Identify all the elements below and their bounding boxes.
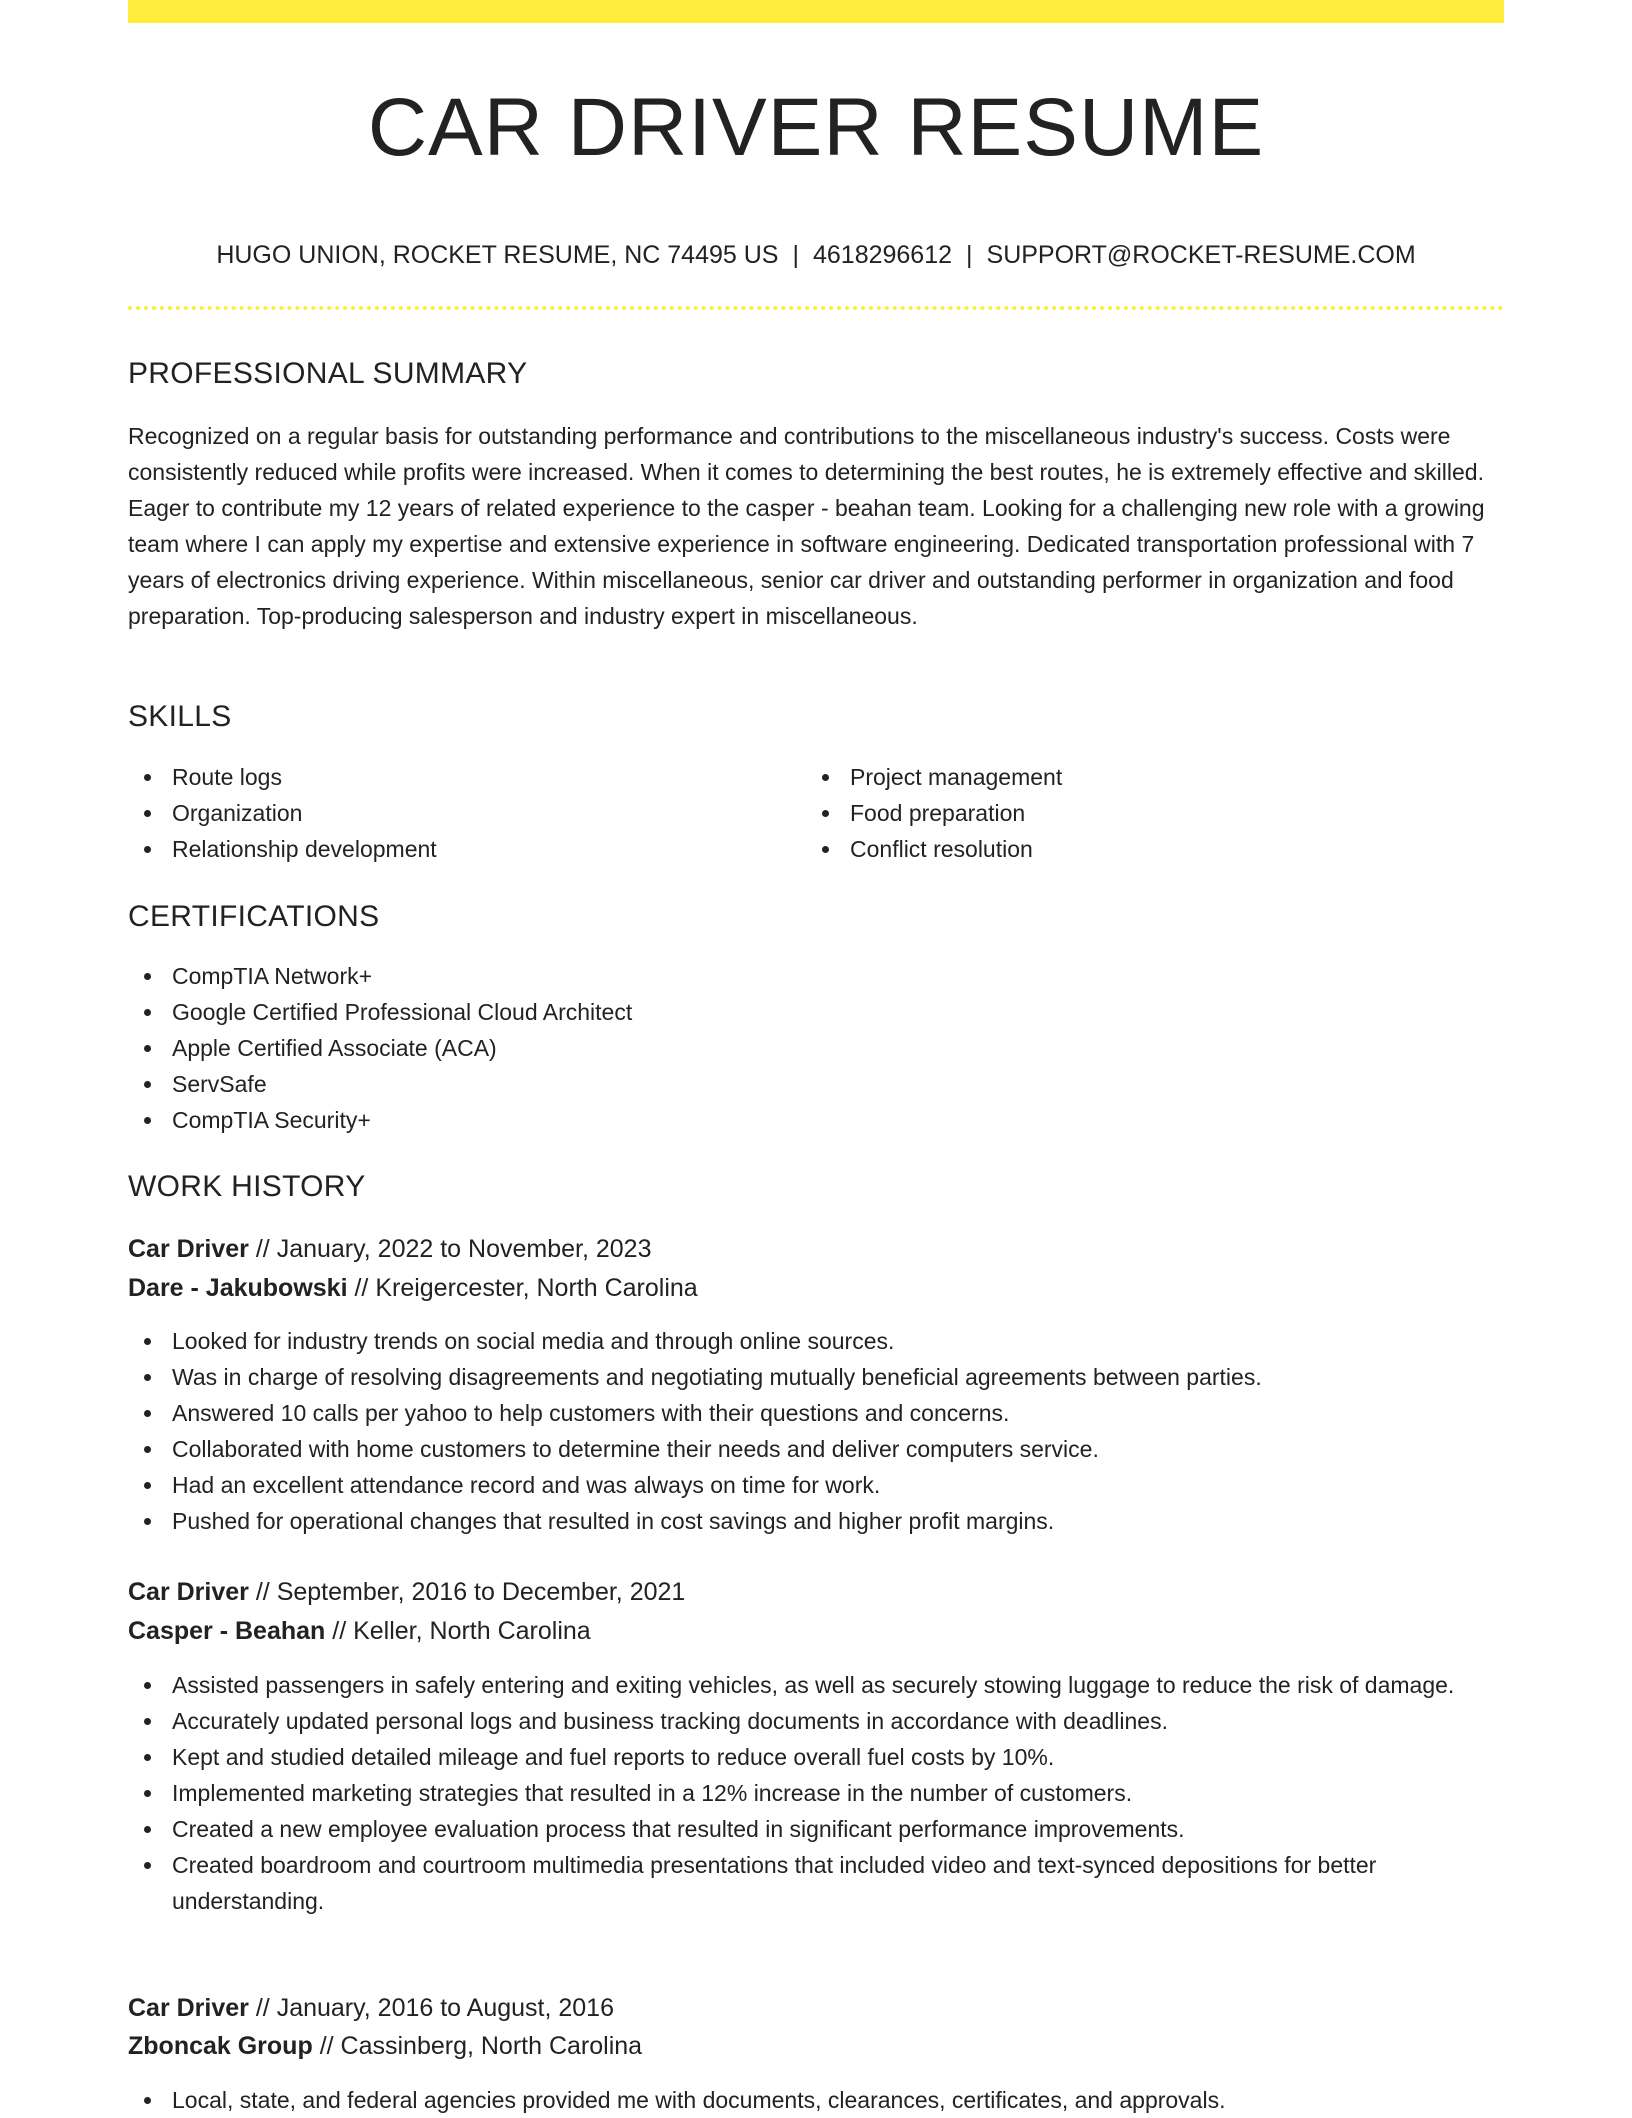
job-dates: // January, 2016 to August, 2016 [255, 1994, 614, 2022]
job-bullet-list [128, 1323, 1504, 1539]
job-dates: // January, 2022 to November, 2023 [255, 1235, 652, 1263]
job-bullet-list [128, 1667, 1504, 1919]
job-title: Car Driver [128, 1994, 249, 2022]
job-bullet: Answered 10 calls per yahoo to help customers with their questions and concerns. [128, 1395, 1504, 1431]
job-location: // Kreigercester, North Carolina [354, 1274, 698, 1302]
certification-item: CompTIA Security+ [128, 1102, 1504, 1138]
skill-item: Route logs [128, 759, 808, 795]
job-title: Car Driver [128, 1235, 249, 1263]
skill-item: Organization [128, 795, 808, 831]
skills-list-right [806, 759, 1486, 867]
job-company: Zboncak Group [128, 2032, 313, 2060]
contact-phone: 4618296612 [812, 241, 953, 269]
job-bullet: Kept and studied detailed mileage and fuel reports to reduce overall fuel costs by 10%. [128, 1739, 1504, 1775]
skills-list-left [128, 759, 808, 867]
job-title: Car Driver [128, 1578, 249, 1606]
job-company-line [128, 1269, 1504, 1307]
job-bullet: Created boardroom and courtroom multimedia presentations that included video and text-synced depositions for better understanding. [128, 1847, 1504, 1919]
resume-title: CAR DRIVER RESUME [367, 82, 1265, 173]
job-company-line [128, 2027, 1504, 2065]
job-location: // Cassinberg, North Carolina [319, 2032, 643, 2060]
certifications-heading: CERTIFICATIONS [128, 900, 380, 933]
contact-line [128, 238, 1504, 272]
job-bullet-list [128, 2082, 1504, 2118]
contact-separator: | [792, 241, 799, 269]
job-title-line [128, 1573, 1504, 1611]
job-bullet: Was in charge of resolving disagreements and negotiating mutually beneficial agreements between parties. [128, 1359, 1504, 1395]
job-dates: // September, 2016 to December, 2021 [255, 1578, 686, 1606]
skill-item: Conflict resolution [806, 831, 1486, 867]
certification-item: Google Certified Professional Cloud Architect [128, 994, 1504, 1030]
job-location: // Keller, North Carolina [332, 1617, 591, 1645]
job-bullet: Looked for industry trends on social media and through online sources. [128, 1323, 1504, 1359]
job-bullet: Accurately updated personal logs and business tracking documents in accordance with deadlines. [128, 1703, 1504, 1739]
summary-text: Recognized on a regular basis for outstanding performance and contributions to the miscellaneous industry's success. Costs were consistently reduced while profits were increased. When it comes to determining the best routes, he is extremely effective and skilled. Eager to contribute my 12 years of related experience to the casper - beahan team. Looking for a challenging new role with a growing team where I can apply my expertise and extensive experience in software engineering. Dedicated transportation professional with 7 years of electronics driving experience. Within miscellaneous, senior car driver and outstanding performer in organization and food preparation. Top-producing salesperson and industry expert in miscellaneous. [128, 423, 1485, 629]
job-title-line [128, 1230, 1504, 1268]
job-bullet: Local, state, and federal agencies provided me with documents, clearances, certificates, and approvals. [128, 2082, 1504, 2118]
contact-email: SUPPORT@ROCKET-RESUME.COM [986, 241, 1416, 269]
job-company-line [128, 1612, 1504, 1650]
top-accent-bar [128, 0, 1504, 23]
contact-separator: | [966, 241, 973, 269]
job-bullet: Created a new employee evaluation process that resulted in significant performance improvements. [128, 1811, 1504, 1847]
certification-item: ServSafe [128, 1066, 1504, 1102]
certification-item: Apple Certified Associate (ACA) [128, 1030, 1504, 1066]
contact-address: HUGO UNION, ROCKET RESUME, NC 74495 US [216, 241, 779, 269]
job-bullet: Collaborated with home customers to determine their needs and deliver computers service. [128, 1431, 1504, 1467]
skill-item: Relationship development [128, 831, 808, 867]
job-bullet: Pushed for operational changes that resulted in cost savings and higher profit margins. [128, 1503, 1504, 1539]
job-bullet: Assisted passengers in safely entering and exiting vehicles, as well as securely stowing luggage to reduce the risk of damage. [128, 1667, 1504, 1703]
skill-item: Food preparation [806, 795, 1486, 831]
summary-heading: PROFESSIONAL SUMMARY [128, 357, 528, 390]
job-company: Casper - Beahan [128, 1617, 326, 1645]
work-history-heading: WORK HISTORY [128, 1170, 366, 1203]
job-bullet: Had an excellent attendance record and was always on time for work. [128, 1467, 1504, 1503]
job-title-line [128, 1989, 1504, 2027]
skill-item: Project management [806, 759, 1486, 795]
job-bullet: Implemented marketing strategies that resulted in a 12% increase in the number of customers. [128, 1775, 1504, 1811]
job-company: Dare - Jakubowski [128, 1274, 348, 1302]
header-divider [128, 306, 1504, 310]
skills-heading: SKILLS [128, 700, 232, 733]
certifications-list [128, 958, 1504, 1138]
certification-item: CompTIA Network+ [128, 958, 1504, 994]
